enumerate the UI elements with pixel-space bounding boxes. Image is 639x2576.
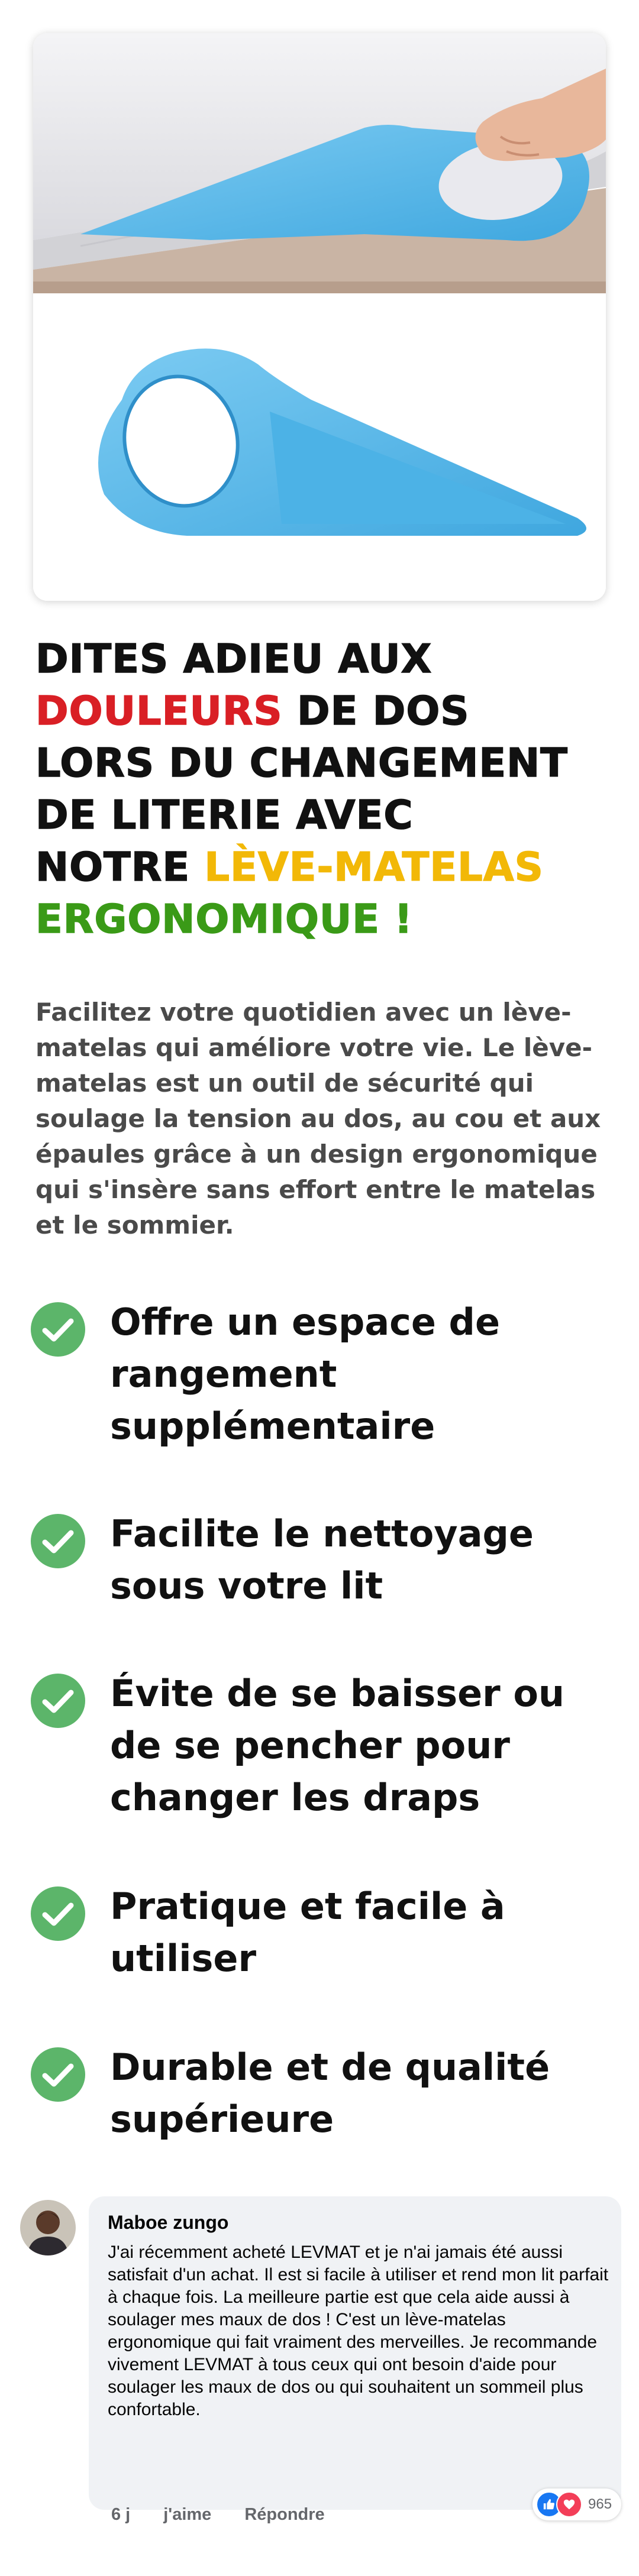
headline-highlight-red: DOULEURS [36, 688, 283, 734]
like-button[interactable]: j'aime [163, 2505, 212, 2524]
reply-button[interactable]: Répondre [244, 2505, 325, 2524]
check-circle-icon [30, 1301, 86, 1358]
check-circle-icon [30, 1672, 86, 1729]
headline-line [36, 685, 604, 737]
headline-line [36, 841, 604, 893]
headline-text: DITES ADIEU AUX [36, 636, 433, 682]
benefit-text: Évite de se baisser ou de se pencher pour changer les draps [110, 1672, 565, 1819]
benefit-text: Facilite le nettoyage sous votre lit [110, 1512, 534, 1607]
headline-line [36, 633, 604, 685]
comment-bubble [89, 2196, 621, 2510]
headline-line [36, 893, 604, 945]
avatar[interactable] [20, 2200, 76, 2255]
headline-highlight-green: ERGONOMIQUE ! [36, 896, 413, 942]
headline-line [36, 789, 604, 841]
avatar-image [20, 2200, 76, 2255]
comment-author[interactable]: Maboe zungo [108, 2212, 229, 2233]
benefit-text: Pratique et facile à utiliser [110, 1885, 505, 1980]
comment-text: J'ai récemment acheté LEVMAT et je n'ai jamais été aussi satisfait d'un achat. Il est si facile à utiliser et rend mon lit parfait à chaque fois. La meilleure partie est que cela aide aussi à soulager mes maux de dos ! C'est un lève-matelas ergonomique qui fait vraiment des merveilles. Je recommande vivement LEVMAT à tous ceux qui ont besoin d'aide pour soulager les maux de dos ou qui souhaitent un sommeil plus confortable. [108, 2242, 609, 2419]
headline-text: NOTRE [36, 844, 205, 890]
product-illustration [33, 33, 606, 601]
headline-text: LORS DU CHANGEMENT [36, 740, 568, 786]
headline [36, 633, 604, 945]
headline-line [36, 737, 604, 789]
reaction-summary[interactable] [532, 2488, 621, 2520]
headline-text: DE DOS [282, 688, 470, 734]
comment-actions [111, 2505, 325, 2525]
comment-time[interactable]: 6 j [111, 2505, 131, 2524]
headline-text: DE LITERIE AVEC [36, 792, 414, 838]
reaction-count: 965 [588, 2496, 612, 2512]
check-circle-icon [30, 1513, 86, 1569]
love-reaction-icon [556, 2491, 582, 2517]
intro-paragraph: Facilitez votre quotidien avec un lève-matelas qui améliore votre vie. Le lève-matelas est un outil de sécurité qui soulage la tension au dos, au cou et aux épaules grâce à un design ergonomique qui s'insère sans effort entre le matelas et le sommier. [36, 998, 601, 1240]
check-circle-icon [30, 1885, 86, 1942]
check-circle-icon [30, 2046, 86, 2103]
headline-highlight-yellow: LÈVE-MATELAS [204, 844, 544, 890]
product-image-card [33, 33, 606, 601]
benefit-text: Offre un espace de rangement supplémentaire [110, 1300, 500, 1448]
benefit-text: Durable et de qualité supérieure [110, 2046, 550, 2141]
